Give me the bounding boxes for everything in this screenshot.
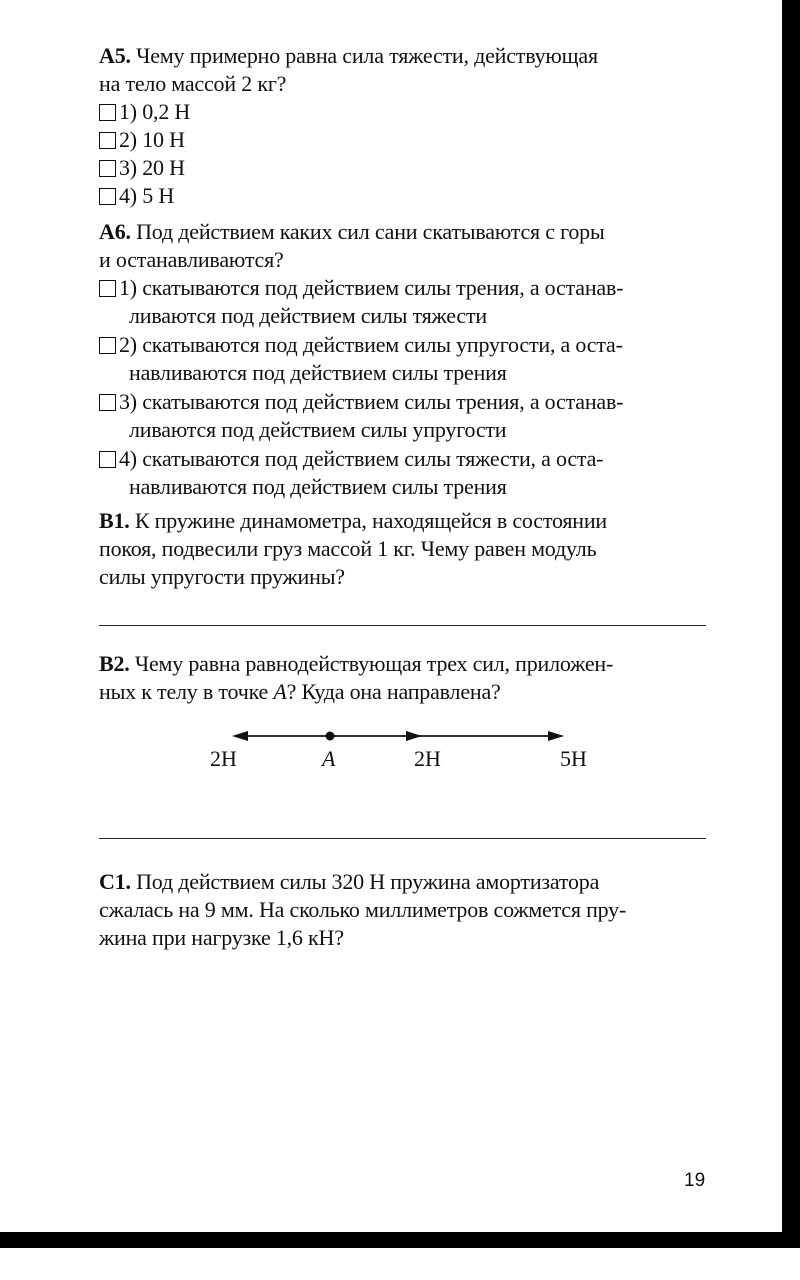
answer-option[interactable] — [99, 274, 709, 330]
question-number: В1. — [99, 508, 130, 533]
answer-option-text: навливаются под действием силы трения — [129, 360, 507, 385]
question-text-line: покоя, подвесили груз массой 1 кг. Чему равен модуль — [99, 536, 597, 561]
question-a5 — [99, 42, 709, 98]
answer-option-text: 4) 5 Н — [119, 183, 175, 208]
answer-option-text: 2) 10 Н — [119, 127, 185, 152]
answer-option[interactable] — [99, 445, 709, 501]
answer-option-text: 4) скатываются под действием силы тяжести, а оста- — [119, 446, 604, 471]
answer-checkbox[interactable] — [99, 394, 116, 411]
answer-option[interactable] — [99, 182, 709, 210]
question-text-line: Под действием силы 320 Н пружина амортизатора — [136, 869, 600, 894]
middle-force-label: 2Н — [414, 746, 441, 771]
answer-option[interactable] — [99, 154, 709, 182]
force-diagram — [190, 722, 610, 777]
left-arrowhead — [232, 731, 248, 741]
bottom-strip — [0, 1248, 800, 1280]
question-text-line: Чему примерно равна сила тяжести, действующая — [136, 43, 598, 68]
force-arrows — [190, 722, 610, 752]
point-a-dot — [326, 732, 335, 741]
answer-checkbox[interactable] — [99, 337, 116, 354]
answer-option-text: навливаются под действием силы трения — [129, 474, 507, 499]
question-text-line: силы упругости пружины? — [99, 564, 345, 589]
question-a6 — [99, 218, 709, 274]
answer-option-text: 1) 0,2 Н — [119, 99, 191, 124]
answer-option-text: 3) 20 Н — [119, 155, 185, 180]
point-label: A — [273, 679, 287, 704]
question-text-line: ных к телу в точке — [99, 679, 274, 704]
answer-option[interactable] — [99, 388, 709, 444]
question-text-line: К пружине динамометра, находящейся в состоянии — [134, 508, 607, 533]
answer-checkbox[interactable] — [99, 104, 116, 121]
answer-checkbox[interactable] — [99, 160, 116, 177]
left-force-label: 2Н — [210, 746, 237, 771]
question-b2 — [99, 650, 709, 706]
question-text-line: ? Куда она направлена? — [286, 679, 501, 704]
answer-option[interactable] — [99, 331, 709, 387]
question-number: А6. — [99, 219, 131, 244]
middle-arrowhead — [406, 731, 422, 741]
answer-option[interactable] — [99, 98, 709, 126]
question-text-line: и останавливаются? — [99, 247, 284, 272]
answer-line[interactable] — [99, 838, 706, 839]
question-text-line: Под действием каких сил сани скатываются с горы — [136, 219, 605, 244]
page-number: 19 — [684, 1170, 706, 1191]
question-c1 — [99, 868, 709, 952]
right-arrowhead — [548, 731, 564, 741]
right-force-label: 5Н — [560, 746, 587, 771]
point-label: A — [322, 746, 336, 771]
answer-option-text: 1) скатываются под действием силы трения, а останав- — [119, 275, 624, 300]
question-text-line: сжалась на 9 мм. На сколько миллиметров сожмется пру- — [99, 897, 627, 922]
answer-checkbox[interactable] — [99, 132, 116, 149]
answer-checkbox[interactable] — [99, 280, 116, 297]
answer-line[interactable] — [99, 625, 706, 626]
question-text-line: на тело массой 2 кг? — [99, 71, 287, 96]
question-number: С1. — [99, 869, 131, 894]
question-number: В2. — [99, 651, 130, 676]
question-text-line: жина при нагрузке 1,6 кН? — [99, 925, 344, 950]
answer-checkbox[interactable] — [99, 451, 116, 468]
answer-option[interactable] — [99, 126, 709, 154]
question-number: А5. — [99, 43, 131, 68]
answer-checkbox[interactable] — [99, 188, 116, 205]
question-b1 — [99, 507, 709, 591]
answer-option-text: ливаются под действием силы упругости — [129, 417, 507, 442]
answer-option-text: 3) скатываются под действием силы трения, а останав- — [119, 389, 624, 414]
answer-option-text: ливаются под действием силы тяжести — [129, 303, 487, 328]
answer-option-text: 2) скатываются под действием силы упругости, а оста- — [119, 332, 623, 357]
question-text-line: Чему равна равнодействующая трех сил, приложен- — [134, 651, 614, 676]
